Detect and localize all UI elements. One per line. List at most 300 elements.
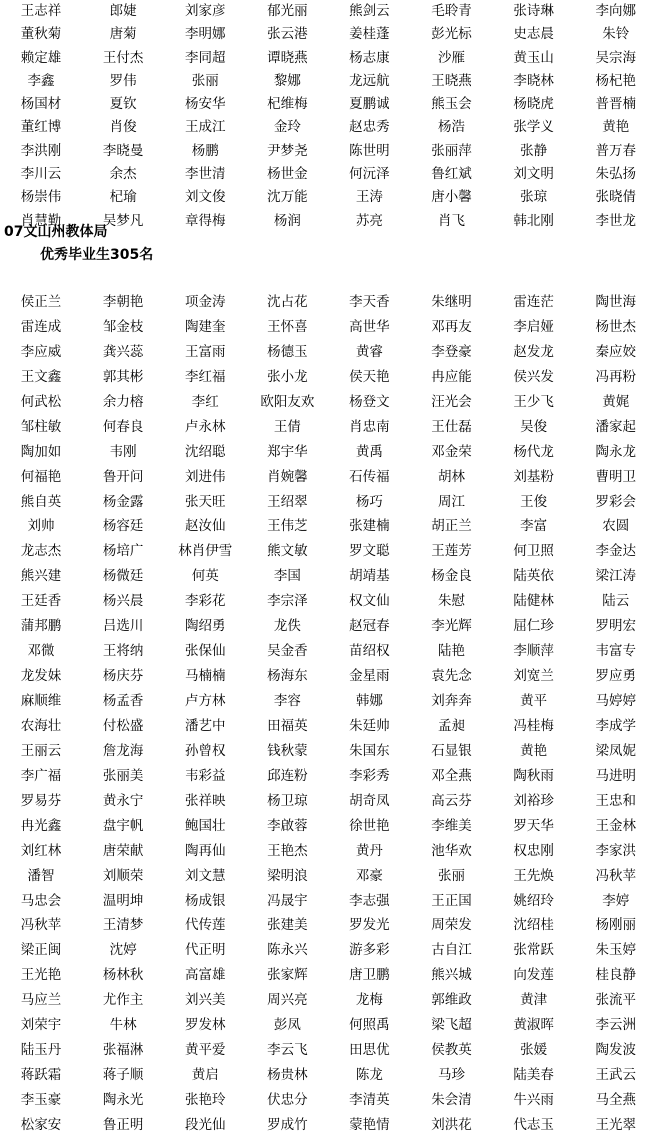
- name-cell: 张丽美: [102, 767, 144, 784]
- name-cell: 姜桂蓬: [349, 26, 390, 43]
- name-cell: 吴宗海: [595, 49, 636, 66]
- name-cell: 张丽: [191, 72, 219, 89]
- name-cell: 李登豪: [431, 343, 472, 360]
- name-cell: 马婷婷: [595, 693, 636, 709]
- name-row: [0, 340, 657, 365]
- name-cell: 杨刚丽: [595, 917, 636, 934]
- name-cell: 李晓曼: [102, 142, 144, 159]
- name-cell: 朱继明: [431, 294, 472, 310]
- name-cell: 盘宇帆: [102, 817, 144, 834]
- name-cell: 王光艳: [20, 967, 62, 984]
- name-cell: 邓金荣: [431, 443, 472, 460]
- name-cell: 松家安: [20, 1116, 62, 1133]
- name-cell: 陶世海: [595, 294, 636, 310]
- name-cell: 麻顺维: [20, 693, 62, 709]
- name-cell: 欧阳友欢: [260, 393, 315, 410]
- name-cell: 章得梅: [184, 212, 226, 229]
- name-cell: 杨成银: [184, 892, 226, 909]
- name-cell: 张家辉: [267, 967, 308, 984]
- name-cell: 王晓燕: [431, 72, 472, 89]
- name-row: [0, 789, 657, 814]
- name-cell: 熊玉会: [431, 96, 472, 113]
- name-row: [0, 839, 657, 864]
- name-cell: 李川云: [20, 166, 62, 183]
- name-cell: 尹梦尧: [267, 142, 308, 159]
- name-cell: 罗天华: [513, 817, 554, 834]
- name-row: [0, 186, 657, 209]
- name-cell: 王光翠: [595, 1116, 636, 1133]
- name-cell: 罗易芬: [20, 792, 62, 809]
- name-cell: 石传福: [349, 468, 390, 485]
- name-cell: 孟昶: [438, 717, 466, 734]
- name-cell: 赵汝仙: [184, 518, 226, 535]
- name-cell: 马进明: [595, 767, 636, 784]
- name-cell: 李世清: [184, 166, 226, 183]
- name-row: [0, 365, 657, 390]
- name-cell: 代传莲: [184, 917, 226, 934]
- name-cell: 李成学: [595, 717, 636, 734]
- name-cell: 代正明: [184, 942, 226, 959]
- name-cell: 罗发林: [184, 1017, 226, 1034]
- name-cell: 李晓林: [513, 72, 554, 89]
- name-cell: 段光仙: [184, 1116, 226, 1133]
- name-cell: 夏钦: [109, 96, 137, 113]
- name-row: [0, 913, 657, 938]
- name-cell: 古自江: [431, 942, 472, 959]
- name-cell: 张祥映: [184, 792, 226, 809]
- name-cell: 向发莲: [513, 967, 554, 984]
- name-cell: 陶发波: [595, 1042, 636, 1059]
- name-cell: 沈绍聪: [184, 443, 226, 460]
- name-cell: 朱铃: [602, 26, 630, 43]
- name-cell: 邱连粉: [267, 767, 308, 784]
- name-cell: 杨贵林: [267, 1067, 308, 1084]
- name-cell: 杨志康: [349, 49, 390, 66]
- name-cell: 代志玉: [513, 1116, 554, 1133]
- name-cell: 黄淑晖: [513, 1017, 554, 1034]
- name-cell: 马全燕: [595, 1092, 636, 1108]
- name-cell: 马珍: [438, 1067, 466, 1084]
- name-cell: 李同超: [184, 49, 226, 66]
- name-cell: 冯秋苹: [20, 917, 62, 934]
- name-row: [0, 714, 657, 739]
- name-row: [0, 938, 657, 963]
- name-grid-bottom: [0, 290, 657, 1138]
- name-cell: 刘进伟: [184, 468, 226, 485]
- name-cell: 陆玉丹: [20, 1042, 62, 1059]
- name-cell: 朱弘扬: [595, 166, 636, 183]
- name-row: [0, 1038, 657, 1063]
- name-cell: 伏忠分: [267, 1092, 308, 1108]
- name-cell: 谭晓燕: [267, 49, 308, 66]
- name-cell: 王文鑫: [20, 368, 62, 385]
- name-cell: 刘顺荣: [102, 867, 144, 884]
- name-cell: 沈万能: [267, 189, 308, 206]
- name-cell: 张天旺: [184, 493, 226, 510]
- name-cell: 沈占花: [267, 294, 308, 310]
- name-cell: 黄艳: [602, 119, 630, 136]
- name-cell: 何照禹: [349, 1017, 390, 1034]
- name-cell: 沙雁: [438, 49, 466, 66]
- name-cell: 李家洪: [595, 842, 636, 859]
- name-cell: 陆云: [602, 593, 630, 610]
- name-cell: 龙梅: [355, 992, 383, 1009]
- name-cell: 罗发光: [349, 917, 390, 934]
- name-cell: 林肖伊雪: [178, 543, 233, 560]
- name-cell: 熊自英: [20, 493, 62, 510]
- name-row: [0, 963, 657, 988]
- name-cell: 唐菊: [109, 26, 137, 43]
- name-cell: 郭其彬: [102, 368, 144, 385]
- name-cell: 姚绍玲: [513, 892, 554, 909]
- name-cell: 刘裕珍: [513, 792, 554, 809]
- name-cell: 杨培广: [102, 543, 144, 560]
- name-cell: 潘智: [27, 867, 55, 884]
- name-cell: 邹柱敏: [20, 418, 62, 435]
- name-row: [0, 315, 657, 340]
- name-cell: 张学义: [513, 119, 554, 136]
- name-cell: 李洪刚: [20, 142, 62, 159]
- name-cell: 王倩: [273, 418, 301, 435]
- name-cell: 吕选川: [102, 618, 144, 635]
- name-cell: 龙远航: [349, 72, 390, 89]
- name-cell: 杨林秋: [102, 967, 144, 984]
- name-row: [0, 23, 657, 46]
- name-cell: 黄永宁: [102, 792, 144, 809]
- name-cell: 陶秋雨: [513, 767, 554, 784]
- name-cell: 韩北刚: [513, 212, 554, 229]
- name-cell: 郎婕: [109, 3, 137, 19]
- name-cell: 杨容廷: [102, 518, 144, 535]
- name-cell: 杨金良: [431, 568, 472, 585]
- name-cell: 李玉豪: [20, 1092, 62, 1108]
- name-cell: 鲍国壮: [184, 817, 226, 834]
- name-cell: 杨兴晨: [102, 593, 144, 610]
- name-cell: 张流平: [595, 992, 636, 1009]
- name-cell: 黄娓: [602, 393, 630, 410]
- name-cell: 赵冠春: [349, 618, 390, 635]
- name-cell: 刘文俊: [184, 189, 226, 206]
- name-cell: 苏亮: [355, 212, 383, 229]
- name-cell: 刘文慧: [184, 867, 226, 884]
- name-cell: 梁飞超: [431, 1017, 472, 1034]
- name-cell: 黄丹: [355, 842, 383, 859]
- name-cell: 何卫照: [513, 543, 554, 560]
- name-cell: 王富雨: [184, 343, 226, 360]
- name-cell: 黄平爱: [184, 1042, 226, 1059]
- name-cell: 张艳玲: [184, 1092, 226, 1108]
- name-cell: 王绍翠: [267, 493, 308, 510]
- name-cell: 雷连成: [20, 318, 62, 335]
- name-cell: 王将纳: [102, 643, 144, 660]
- name-cell: 普万春: [595, 142, 636, 159]
- name-cell: 鲁红斌: [431, 166, 472, 183]
- name-cell: 何英: [191, 568, 219, 585]
- name-cell: 杨世金: [267, 166, 308, 183]
- name-cell: 熊文敏: [267, 543, 308, 560]
- name-cell: 侯兴发: [513, 368, 554, 385]
- name-row: [0, 93, 657, 116]
- name-cell: 王金林: [595, 817, 636, 834]
- name-cell: 李广福: [20, 767, 62, 784]
- name-cell: 李应威: [20, 343, 62, 360]
- name-cell: 周兴亮: [267, 992, 308, 1009]
- name-cell: 陶永光: [102, 1092, 144, 1108]
- name-cell: 朱慰: [438, 593, 466, 610]
- name-cell: 张丽萍: [431, 142, 472, 159]
- name-cell: 张媛: [520, 1042, 548, 1059]
- name-cell: 夏鹏诚: [349, 96, 390, 113]
- name-cell: 杨杞艳: [595, 72, 636, 89]
- name-cell: 李天香: [349, 294, 390, 310]
- name-cell: 刘家彦: [184, 3, 226, 19]
- name-cell: 王少飞: [513, 393, 554, 410]
- name-cell: 韦刚: [109, 443, 137, 460]
- name-cell: 陆英依: [513, 568, 554, 585]
- name-cell: 张云港: [267, 26, 308, 43]
- name-cell: 李红: [191, 393, 219, 410]
- name-cell: 项金涛: [184, 294, 226, 310]
- name-row: [0, 1113, 657, 1138]
- name-cell: 陶永龙: [595, 443, 636, 460]
- name-cell: 尤作主: [102, 992, 144, 1009]
- name-cell: 陶再仙: [184, 842, 226, 859]
- name-cell: 胡正兰: [431, 518, 472, 535]
- name-cell: 李云洲: [595, 1017, 636, 1034]
- name-cell: 朱国东: [349, 742, 390, 759]
- name-cell: 张常跃: [513, 942, 554, 959]
- name-cell: 杨登文: [349, 393, 390, 410]
- name-cell: 王廷香: [20, 593, 62, 610]
- name-cell: 杨晓虎: [513, 96, 554, 113]
- name-cell: 卢方林: [184, 693, 226, 709]
- name-cell: 罗应勇: [595, 668, 636, 685]
- name-cell: 黄平: [520, 693, 548, 709]
- name-cell: 普晋楠: [595, 96, 636, 113]
- section-title: 07文山州教体局: [4, 224, 108, 240]
- name-cell: 李金达: [595, 543, 636, 560]
- name-cell: 孙曾权: [184, 742, 226, 759]
- name-cell: 黎娜: [273, 72, 301, 89]
- name-cell: 王成江: [184, 119, 226, 136]
- name-cell: 韦富专: [595, 643, 636, 660]
- name-cell: 吴金香: [267, 643, 308, 660]
- name-grid-top: [0, 0, 657, 233]
- name-cell: 王仕磊: [431, 418, 472, 435]
- name-row: [0, 70, 657, 93]
- name-cell: 陶加如: [20, 443, 62, 460]
- name-cell: 冯晟宇: [267, 892, 308, 909]
- name-cell: 冯秋苹: [595, 867, 636, 884]
- name-cell: 韩娜: [355, 693, 383, 709]
- name-cell: 毛聆青: [431, 3, 472, 19]
- name-row: [0, 290, 657, 315]
- name-cell: 张保仙: [184, 643, 226, 660]
- name-cell: 李向娜: [595, 3, 636, 19]
- name-cell: 张建美: [267, 917, 308, 934]
- name-cell: 汪光会: [431, 393, 472, 410]
- name-row: [0, 47, 657, 70]
- name-cell: 罗成竹: [267, 1116, 308, 1133]
- name-cell: 黄禹: [355, 443, 383, 460]
- name-cell: 牛林: [109, 1017, 137, 1034]
- name-cell: 杨庆芬: [102, 668, 144, 685]
- name-cell: 何武松: [20, 393, 62, 410]
- name-cell: 陈龙: [355, 1067, 383, 1084]
- name-cell: 杨浩: [438, 119, 466, 136]
- name-cell: 邹金枝: [102, 318, 144, 335]
- name-cell: 侯正兰: [20, 294, 62, 310]
- name-cell: 韦彩益: [184, 767, 226, 784]
- name-cell: 李国: [273, 568, 301, 585]
- name-cell: 刘文明: [513, 166, 554, 183]
- name-row: [0, 814, 657, 839]
- name-cell: 赵发龙: [513, 343, 554, 360]
- name-cell: 肖飞: [438, 212, 466, 229]
- name-cell: 李宗泽: [267, 593, 308, 610]
- name-row: [0, 514, 657, 539]
- name-cell: 陆健林: [513, 593, 554, 610]
- name-cell: 詹龙海: [102, 742, 144, 759]
- name-row: [0, 764, 657, 789]
- name-cell: 冯桂梅: [513, 717, 554, 734]
- name-cell: 赵忠秀: [349, 119, 390, 136]
- name-row: [0, 739, 657, 764]
- name-cell: 肖婉馨: [267, 468, 308, 485]
- name-cell: 熊兴建: [20, 568, 62, 585]
- name-cell: 肖慧勤: [20, 212, 62, 229]
- name-cell: 桂良静: [595, 967, 636, 984]
- name-cell: 杞维梅: [267, 96, 308, 113]
- name-cell: 王莲芳: [431, 543, 472, 560]
- section-subtitle: 优秀毕业生305名: [40, 247, 154, 263]
- name-cell: 金星雨: [349, 668, 390, 685]
- name-cell: 权文仙: [349, 593, 390, 610]
- name-cell: 张丽: [438, 867, 466, 884]
- name-cell: 梁正闽: [20, 942, 62, 959]
- name-row: [0, 116, 657, 139]
- name-cell: 胡靖基: [349, 568, 390, 585]
- name-cell: 蒲邦鹏: [20, 618, 62, 635]
- name-cell: 罗明宏: [595, 618, 636, 635]
- name-row: [0, 1063, 657, 1088]
- name-cell: 蒙艳情: [349, 1116, 390, 1133]
- name-cell: 金玲: [273, 119, 301, 136]
- name-row: [0, 0, 657, 23]
- name-cell: 李明娜: [184, 26, 226, 43]
- name-cell: 蒋跃霜: [20, 1067, 62, 1084]
- name-cell: 李彩花: [184, 593, 226, 610]
- name-cell: 李鑫: [27, 72, 55, 89]
- name-cell: 权忠刚: [513, 842, 554, 859]
- name-cell: 冉光鑫: [20, 817, 62, 834]
- name-cell: 刘基粉: [513, 468, 554, 485]
- name-cell: 朱会清: [431, 1092, 472, 1108]
- name-cell: 黄津: [520, 992, 548, 1009]
- name-cell: 邓微: [27, 643, 55, 660]
- name-cell: 邓全燕: [431, 767, 472, 784]
- name-cell: 高云芬: [431, 792, 472, 809]
- name-cell: 潘家起: [595, 418, 636, 435]
- name-cell: 李容: [273, 693, 301, 709]
- name-cell: 侯天艳: [349, 368, 390, 385]
- name-cell: 周荣发: [431, 917, 472, 934]
- name-cell: 胡林: [438, 468, 466, 485]
- name-cell: 刘洪花: [431, 1116, 472, 1133]
- name-cell: 郭维政: [431, 992, 472, 1009]
- name-cell: 杨海东: [267, 668, 308, 685]
- name-row: [0, 1013, 657, 1038]
- name-cell: 农海壮: [20, 717, 62, 734]
- name-cell: 罗文聪: [349, 543, 390, 560]
- name-cell: 赖定雄: [20, 49, 62, 66]
- name-cell: 董红博: [20, 119, 62, 136]
- name-cell: 张建楠: [349, 518, 390, 535]
- name-cell: 刘奔奔: [431, 693, 472, 709]
- name-cell: 张小龙: [267, 368, 308, 385]
- name-row: [0, 415, 657, 440]
- name-cell: 龙发妹: [20, 668, 62, 685]
- name-cell: 余杰: [109, 166, 137, 183]
- name-cell: 沈婷: [109, 942, 137, 959]
- name-cell: 刘荣宇: [20, 1017, 62, 1034]
- name-row: [0, 1088, 657, 1113]
- name-cell: 田福英: [267, 717, 308, 734]
- name-cell: 李维美: [431, 817, 472, 834]
- name-cell: 陆艳: [438, 643, 466, 660]
- name-cell: 邓豪: [355, 867, 383, 884]
- name-cell: 吴俊: [520, 418, 548, 435]
- name-row: [0, 539, 657, 564]
- name-cell: 鲁开问: [102, 468, 144, 485]
- name-cell: 刘兴美: [184, 992, 226, 1009]
- name-cell: 王俊: [520, 493, 548, 510]
- name-cell: 王忠和: [595, 792, 636, 809]
- name-cell: 李富: [520, 518, 548, 535]
- name-cell: 陈世明: [349, 142, 390, 159]
- name-cell: 李志强: [349, 892, 390, 909]
- name-cell: 刘红林: [20, 842, 62, 859]
- name-row: [0, 490, 657, 515]
- name-cell: 冉应能: [431, 368, 472, 385]
- name-cell: 王伟芝: [267, 518, 308, 535]
- name-cell: 田思优: [349, 1042, 390, 1059]
- name-cell: 何福艳: [20, 468, 62, 485]
- name-cell: 陈永兴: [267, 942, 308, 959]
- name-cell: 杨卫琼: [267, 792, 308, 809]
- name-row: [0, 639, 657, 664]
- name-cell: 李红福: [184, 368, 226, 385]
- name-cell: 刘帅: [27, 518, 55, 535]
- name-cell: 王志祥: [20, 3, 62, 19]
- name-row: [0, 889, 657, 914]
- name-row: [0, 864, 657, 889]
- name-cell: 王怀喜: [267, 318, 308, 335]
- name-cell: 李啟蓉: [267, 817, 308, 834]
- name-row: [0, 689, 657, 714]
- name-cell: 李朝艳: [102, 294, 144, 310]
- name-cell: 张琼: [520, 189, 548, 206]
- name-cell: 史志晨: [513, 26, 554, 43]
- name-cell: 胡奇凤: [349, 792, 390, 809]
- name-cell: 王武云: [595, 1067, 636, 1084]
- name-cell: 王涛: [355, 189, 383, 206]
- name-cell: 刘宽兰: [513, 668, 554, 685]
- name-row: [0, 140, 657, 163]
- name-cell: 肖忠南: [349, 418, 390, 435]
- name-cell: 秦应姣: [595, 343, 636, 360]
- name-cell: 邓再友: [431, 318, 472, 335]
